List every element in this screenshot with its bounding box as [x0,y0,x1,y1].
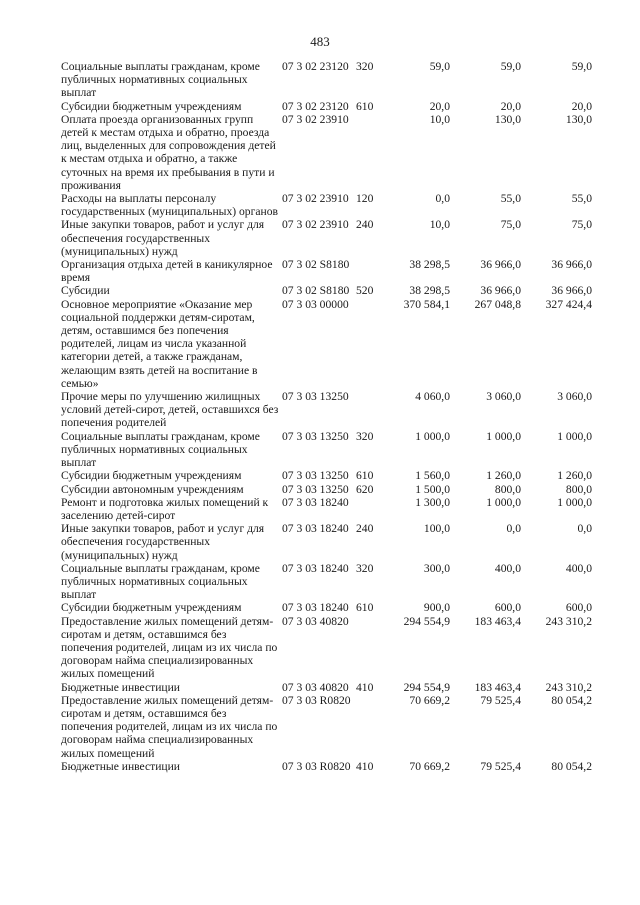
row-value-1: 300,0 [423,561,450,575]
page-number: 483 [310,34,330,49]
row-name: Предоставление жилых помещений детям-сиротам и детям, оставшимся без попечения родителей, лицам из их числа по договорам найма специализированных жилых помещений [61,693,278,760]
row-code: 07 3 03 13250 [282,429,349,443]
row-code: 07 3 03 18240 [282,601,349,615]
row-value-3: 1 260,0 [557,469,592,483]
row-value-2: 600,0 [494,601,521,615]
row-value-1: 900,0 [423,601,450,615]
row-value-2: 79 525,4 [480,693,521,707]
row-value-2: 59,0 [500,60,521,73]
table-row [0,430,640,470]
row-value-3: 75,0 [571,218,592,232]
row-name: Социальные выплаты гражданам, кроме публичных нормативных социальных выплат [61,429,260,470]
row-value-2: 1 260,0 [486,469,521,483]
row-value-2: 400,0 [494,561,521,575]
row-value-1: 370 584,1 [403,297,450,311]
row-code: 07 3 03 40820 [282,614,349,628]
row-vr: 320 [356,561,374,575]
row-value-3: 400,0 [565,561,592,575]
row-vr: 410 [356,680,374,694]
row-value-3: 0,0 [577,522,592,536]
row-value-1: 1 000,0 [415,429,450,443]
row-vr: 320 [356,60,374,73]
table-row [0,60,640,100]
table-row [0,284,640,297]
row-value-3: 80 054,2 [551,693,592,707]
row-vr: 610 [356,99,374,113]
row-value-2: 3 060,0 [486,390,521,404]
row-value-1: 10,0 [429,112,450,126]
row-value-3: 1 000,0 [557,495,592,509]
table-row [0,469,640,482]
row-value-1: 0,0 [435,192,450,206]
row-value-3: 1 000,0 [557,429,592,443]
row-vr: 120 [356,192,374,206]
row-vr: 410 [356,759,374,773]
row-code: 07 3 03 R0820 [282,759,351,773]
row-value-3: 243 310,2 [545,680,592,694]
table-row [0,496,640,522]
row-value-1: 294 554,9 [403,680,450,694]
table-row [0,390,640,430]
table-row [0,601,640,614]
table-row [0,681,640,694]
row-code: 07 3 03 13250 [282,482,349,496]
row-code: 07 3 02 S8180 [282,258,350,272]
budget-table [0,60,640,773]
row-value-3: 243 310,2 [545,614,592,628]
table-row [0,615,640,681]
row-code: 07 3 02 23910 [282,218,349,232]
row-value-3: 20,0 [571,99,592,113]
row-value-2: 55,0 [500,192,521,206]
row-value-2: 183 463,4 [474,614,521,628]
row-value-1: 294 554,9 [403,614,450,628]
row-vr: 610 [356,469,374,483]
row-code: 07 3 03 18240 [282,522,349,536]
row-name: Субсидии автономным учреждениям [61,482,244,496]
row-value-2: 79 525,4 [480,759,521,773]
row-code: 07 3 03 R0820 [282,693,351,707]
row-code: 07 3 02 23120 [282,60,349,73]
row-value-3: 600,0 [565,601,592,615]
table-row [0,562,640,602]
row-value-2: 0,0 [506,522,521,536]
row-code: 07 3 03 18240 [282,495,349,509]
row-value-1: 1 500,0 [415,482,450,496]
row-name: Предоставление жилых помещений детям-сиротам и детям, оставшимся без попечения родителей, лицам из их числа по договорам найма специализированных жилых помещений [61,614,278,681]
row-value-2: 20,0 [500,99,521,113]
row-value-1: 1 300,0 [415,495,450,509]
row-code: 07 3 03 00000 [282,297,349,311]
row-name: Субсидии [61,284,110,298]
row-name: Бюджетные инвестиции [61,680,181,694]
row-code: 07 3 02 23120 [282,99,349,113]
row-name: Бюджетные инвестиции [61,759,181,773]
row-value-1: 38 298,5 [409,258,450,272]
row-value-3: 130,0 [565,112,592,126]
row-value-2: 130,0 [494,112,521,126]
row-vr: 320 [356,429,374,443]
row-value-3: 36 966,0 [551,258,592,272]
row-value-1: 100,0 [423,522,450,536]
row-code: 07 3 02 23910 [282,112,349,126]
table-row [0,760,640,773]
row-code: 07 3 03 40820 [282,680,349,694]
row-value-3: 800,0 [565,482,592,496]
row-vr: 520 [356,284,374,298]
row-value-2: 36 966,0 [480,258,521,272]
row-value-1: 1 560,0 [415,469,450,483]
row-name: Основное мероприятие «Оказание мер социальной поддержки детям-сиротам, детям, оставшимся без попечения родителей, лицам из числа указанной категории детей, а также гражданам, желающим взять детей на воспитание в семью» [61,297,258,390]
row-value-1: 70 669,2 [409,759,450,773]
row-value-1: 10,0 [429,218,450,232]
table-row [0,483,640,496]
row-name: Иные закупки товаров, работ и услуг для обеспечения государственных (муниципальных) нужд [61,218,265,258]
row-vr: 610 [356,601,374,615]
row-name: Социальные выплаты гражданам, кроме публичных нормативных социальных выплат [61,60,260,100]
row-vr: 240 [356,218,374,232]
row-value-1: 70 669,2 [409,693,450,707]
table-row [0,522,640,562]
table-row [0,694,640,760]
row-name: Социальные выплаты гражданам, кроме публичных нормативных социальных выплат [61,561,260,602]
row-value-2: 800,0 [494,482,521,496]
table-row [0,218,640,258]
row-name: Ремонт и подготовка жилых помещений к заселению детей-сирот [61,495,269,522]
row-name: Оплата проезда организованных групп детей к местам отдыха и обратно, проезда лиц, выделенных для сопровождения детей к местам отдыха и обратно, а также суточных на время их пребывания в пути и проживания [61,112,276,192]
row-vr: 620 [356,482,374,496]
row-name: Организация отдыха детей в каникулярное время [61,258,273,285]
row-code: 07 3 03 13250 [282,390,349,404]
row-name: Субсидии бюджетным учреждениям [61,99,242,113]
row-value-1: 4 060,0 [415,390,450,404]
row-code: 07 3 03 13250 [282,469,349,483]
row-name: Субсидии бюджетным учреждениям [61,469,242,483]
row-name: Прочие меры по улучшению жилищных условий детей-сирот, детей, оставшихся без попечения родителей [61,390,279,430]
row-value-2: 1 000,0 [486,429,521,443]
row-value-3: 3 060,0 [557,390,592,404]
row-name: Субсидии бюджетным учреждениям [61,601,242,615]
row-value-3: 327 424,4 [545,297,592,311]
row-vr: 240 [356,522,374,536]
row-value-1: 20,0 [429,99,450,113]
row-value-3: 59,0 [571,60,592,73]
table-row [0,100,640,113]
row-value-2: 75,0 [500,218,521,232]
row-name: Расходы на выплаты персоналу государственных (муниципальных) органов [61,192,278,219]
table-row [0,113,640,192]
row-value-3: 55,0 [571,192,592,206]
row-value-1: 38 298,5 [409,284,450,298]
row-code: 07 3 02 S8180 [282,284,350,298]
row-value-2: 267 048,8 [474,297,521,311]
row-value-3: 80 054,2 [551,759,592,773]
row-value-1: 59,0 [429,60,450,73]
row-name: Иные закупки товаров, работ и услуг для обеспечения государственных (муниципальных) нужд [61,522,265,562]
row-value-2: 183 463,4 [474,680,521,694]
row-code: 07 3 03 18240 [282,561,349,575]
table-row [0,258,640,284]
row-value-3: 36 966,0 [551,284,592,298]
row-code: 07 3 02 23910 [282,192,349,206]
row-value-2: 36 966,0 [480,284,521,298]
table-row [0,298,640,390]
table-row [0,192,640,218]
row-value-2: 1 000,0 [486,495,521,509]
